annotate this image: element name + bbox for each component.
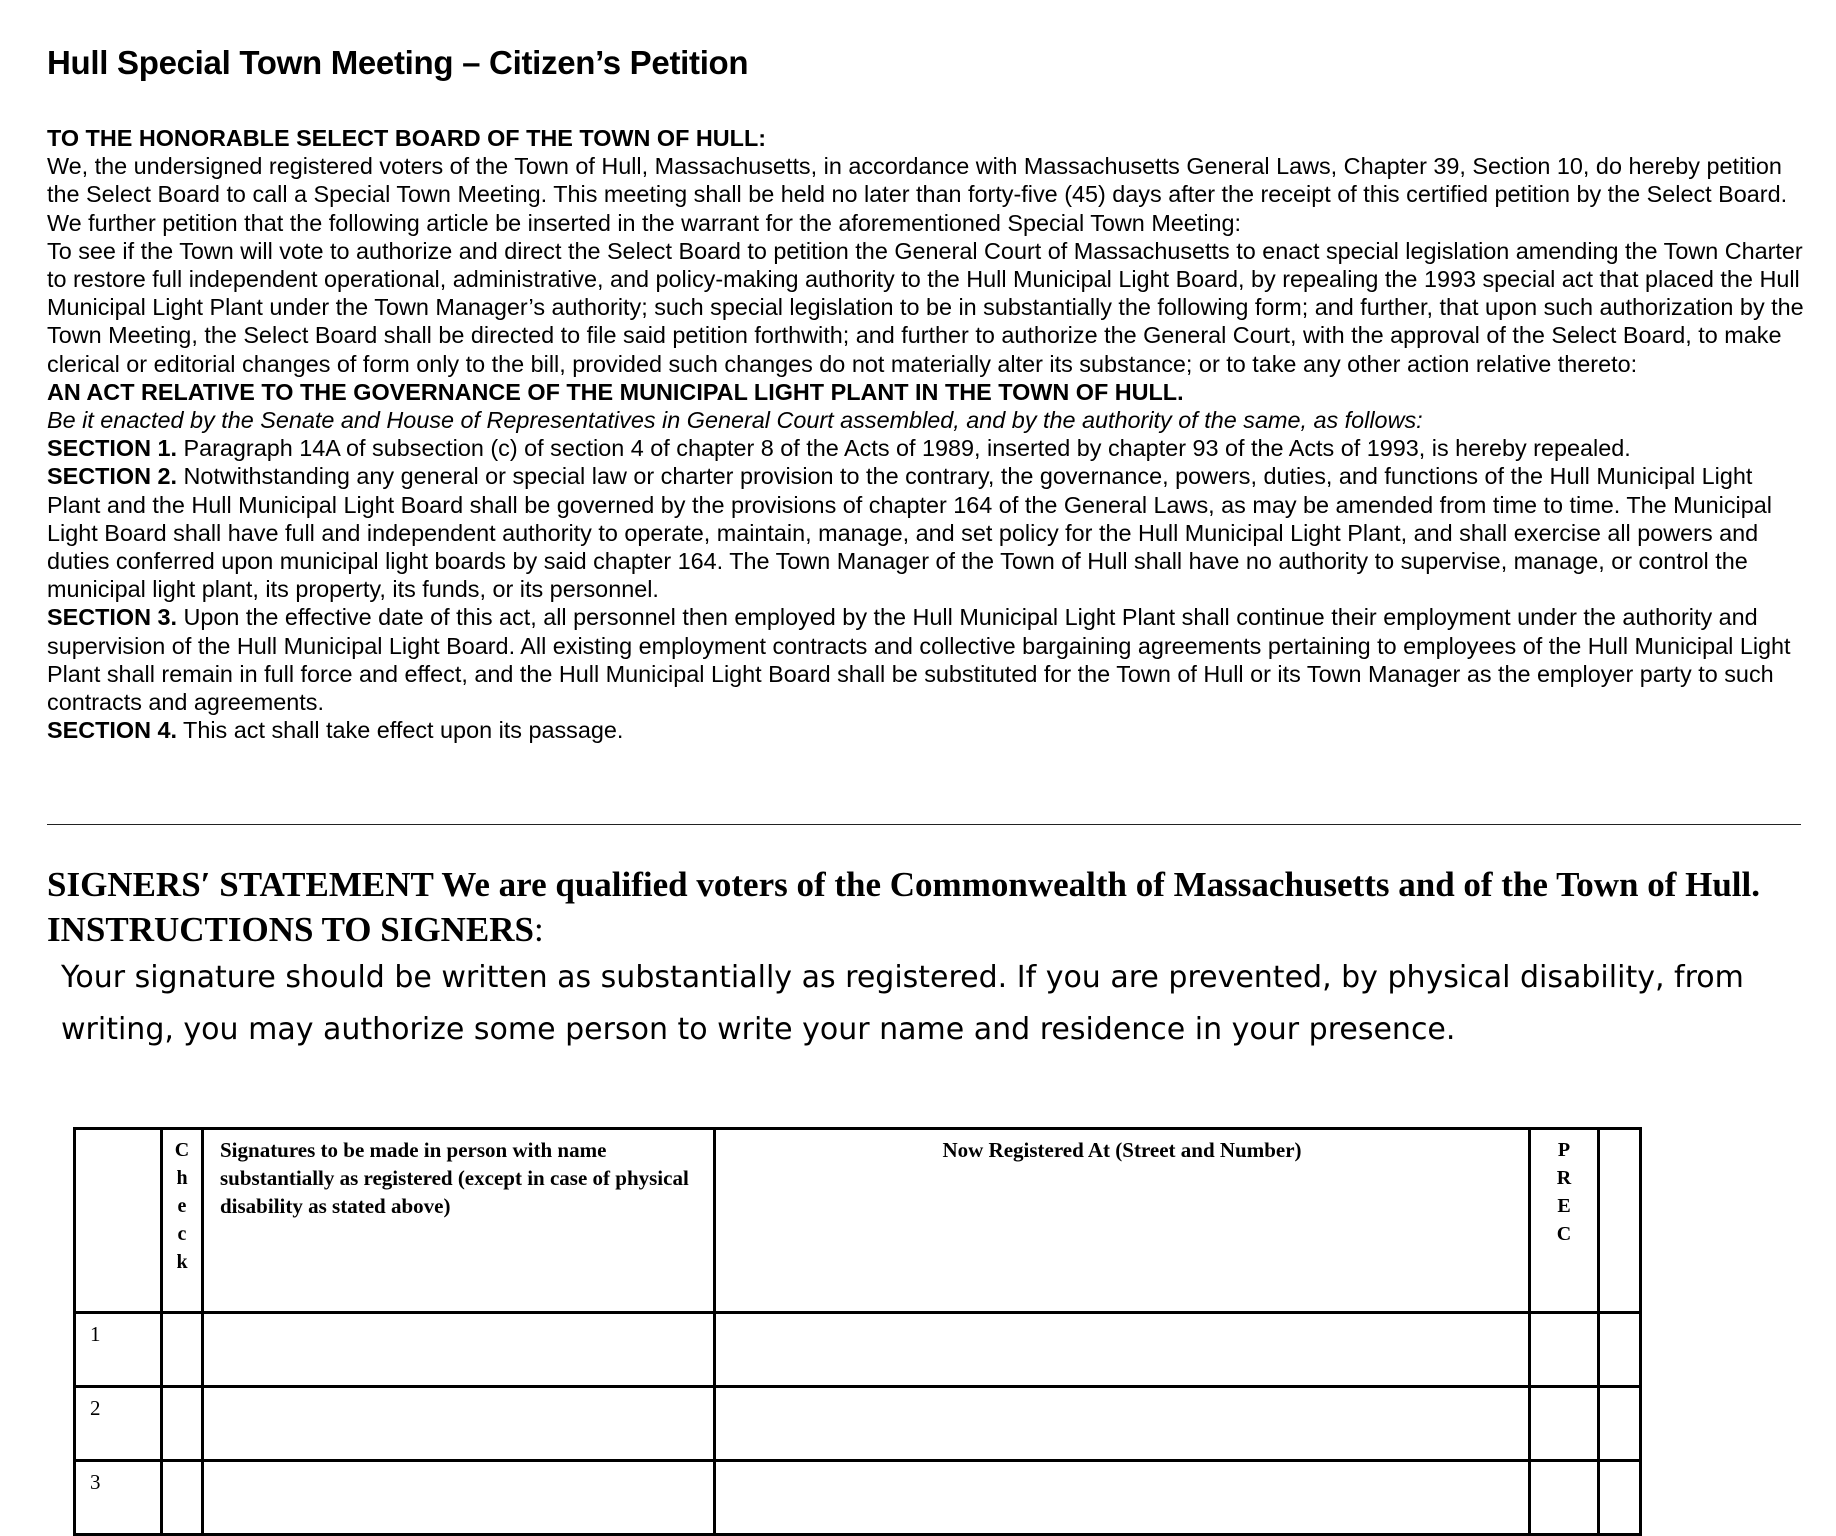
- signature-cell[interactable]: [203, 1313, 715, 1387]
- divider-line: [47, 824, 1801, 825]
- header-prec: [1530, 1129, 1599, 1313]
- table-header-row: [75, 1129, 1641, 1313]
- header-prec-letter: R: [1556, 1167, 1572, 1189]
- extra-cell[interactable]: [1599, 1461, 1641, 1535]
- extra-cell[interactable]: [1599, 1313, 1641, 1387]
- signers-statement: [47, 862, 1807, 952]
- prec-cell[interactable]: [1530, 1387, 1599, 1461]
- header-check-letter: c: [177, 1223, 187, 1245]
- petition-body: [47, 124, 1807, 744]
- section-text: Paragraph 14A of subsection (c) of section 4 of chapter 8 of the Acts of 1989, inserted by chapter 93 of the Acts of 1993, is hereby repealed.: [176, 435, 1631, 462]
- section-label: SECTION 2.: [47, 463, 177, 490]
- petition-paragraph-3: To see if the Town will vote to authorize and direct the Select Board to petition the General Court of Massachusetts to enact special legislation amending the Town Charter to restore full independent operational, administrative, and policy-making authority to the Hull Municipal Light Board, by repealing the 1993 special act that placed the Hull Municipal Light Plant under the Town Manager’s authority; such special legislation to be in substantially the following form; and further, that upon such authorization by the Town Meeting, the Select Board shall be directed to file said petition forthwith; and further to authorize the General Court, with the approval of the Select Board, to make clerical or editorial changes of form only to the bill, provided such changes do not materially alter its substance; or to take any other action relative thereto:: [47, 237, 1804, 377]
- section-3: [47, 603, 1807, 716]
- prec-cell[interactable]: [1530, 1461, 1599, 1535]
- section-2: [47, 462, 1807, 603]
- section-4: [47, 716, 1807, 744]
- table-row: [75, 1461, 1641, 1535]
- section-label: SECTION 1.: [47, 435, 177, 462]
- act-title: AN ACT RELATIVE TO THE GOVERNANCE OF THE MUNICIPAL LIGHT PLANT IN THE TOWN OF HULL.: [47, 378, 1184, 405]
- section-1: [47, 434, 1807, 462]
- signer-instructions: Your signature should be written as substantially as registered. If you are prevented, by physical disability, from writing, you may authorize some person to write your name and residence in your presence.: [61, 960, 1744, 1047]
- header-extra-cell: [1599, 1129, 1641, 1313]
- check-cell[interactable]: [162, 1387, 203, 1461]
- header-check: [162, 1129, 203, 1313]
- signature-table: [73, 1127, 1642, 1536]
- signature-cell[interactable]: [203, 1461, 715, 1535]
- section-text: Notwithstanding any general or special law or charter provision to the contrary, the governance, powers, duties, and functions of the Hull Municipal Light Plant and the Hull Municipal Light Board shall be governed by the provisions of chapter 164 of the General Laws, as may be amended from time to time. The Municipal Light Board shall have full and independent authority to operate, maintain, manage, and set policy for the Hull Municipal Light Plant, and shall exercise all powers and duties conferred upon municipal light boards by said chapter 164. The Town Manager of the Town of Hull shall have no authority to supervise, manage, or control the municipal light plant, its property, its funds, or its personnel.: [47, 463, 1772, 603]
- header-prec-letter: E: [1557, 1195, 1571, 1217]
- section-text: This act shall take effect upon its passage.: [176, 717, 624, 744]
- enacting-clause: Be it enacted by the Senate and House of Representatives in General Court assembled, and by the authority of the same, as follows:: [47, 407, 1423, 434]
- address-cell[interactable]: [715, 1313, 1530, 1387]
- prec-cell[interactable]: [1530, 1313, 1599, 1387]
- row-number: 2: [75, 1387, 162, 1461]
- check-cell[interactable]: [162, 1313, 203, 1387]
- address-cell[interactable]: [715, 1461, 1530, 1535]
- petition-paragraph-2: We further petition that the following article be inserted in the warrant for the aforementioned Special Town Meeting:: [47, 209, 1242, 236]
- header-check-letter: k: [176, 1251, 188, 1273]
- header-check-letter: C: [174, 1139, 190, 1161]
- header-prec-letter: P: [1557, 1139, 1571, 1161]
- section-label: SECTION 3.: [47, 604, 177, 631]
- page-title: Hull Special Town Meeting – Citizen’s Petition: [47, 44, 749, 81]
- row-number: 3: [75, 1461, 162, 1535]
- header-signature: Signatures to be made in person with name substantially as registered (except in case of physical disability as stated above): [203, 1129, 715, 1313]
- table-row: [75, 1387, 1641, 1461]
- signers-statement-text: SIGNERS′ STATEMENT We are qualified voters of the Commonwealth of Massachusetts and of the Town of Hull. INSTRUCTIONS TO SIGNERS: [47, 865, 1761, 949]
- section-text: Upon the effective date of this act, all personnel then employed by the Hull Municipal Light Plant shall continue their employment under the authority and supervision of the Hull Municipal Light Board. All existing employment contracts and collective bargaining agreements pertaining to employees of the Hull Municipal Light Plant shall remain in full force and effect, and the Hull Municipal Light Board shall be substituted for the Town of Hull or its Town Manager as the employer party to such contracts and agreements.: [47, 604, 1791, 716]
- header-check-letter: h: [176, 1167, 188, 1189]
- header-check-letter: e: [177, 1195, 187, 1217]
- signature-cell[interactable]: [203, 1387, 715, 1461]
- address-cell[interactable]: [715, 1387, 1530, 1461]
- extra-cell[interactable]: [1599, 1387, 1641, 1461]
- petition-address: TO THE HONORABLE SELECT BOARD OF THE TOWN OF HULL:: [47, 125, 767, 151]
- check-cell[interactable]: [162, 1461, 203, 1535]
- petition-paragraph-1: We, the undersigned registered voters of the Town of Hull, Massachusetts, in accordance with Massachusetts General Laws, Chapter 39, Section 10, do hereby petition the Select Board to call a Special Town Meeting. This meeting shall be held no later than forty-five (45) days after the receipt of this certified petition by the Select Board.: [47, 153, 1788, 208]
- header-number-cell: [75, 1129, 162, 1313]
- row-number: 1: [75, 1313, 162, 1387]
- header-prec-letter: C: [1556, 1223, 1572, 1245]
- table-row: [75, 1313, 1641, 1387]
- section-label: SECTION 4.: [47, 717, 177, 744]
- header-address: Now Registered At (Street and Number): [715, 1129, 1530, 1313]
- signers-statement-colon: :: [533, 910, 544, 949]
